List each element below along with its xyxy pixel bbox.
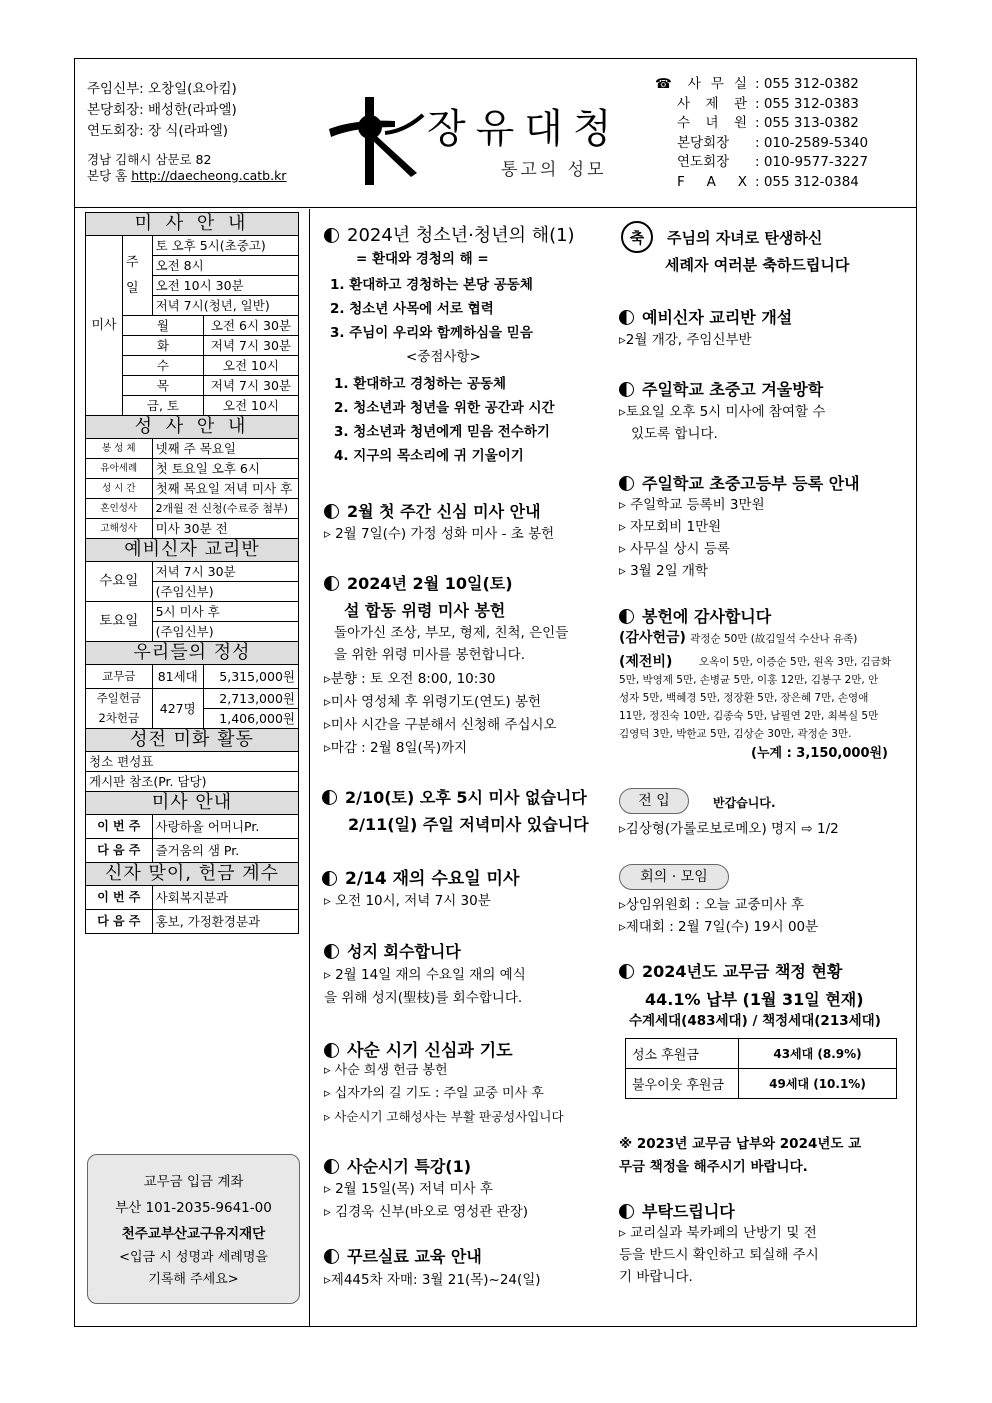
contact-row: ☎ 사 무 실 : 055 312-0382: [655, 76, 859, 92]
offering-label: 2차헌금: [86, 709, 153, 729]
section-title: 2/10(토) 오후 5시 미사 없습니다: [322, 785, 587, 808]
sunday-time: 오전 8시: [152, 256, 298, 276]
congrats-line: 세례자 여러분 축하드립니다: [665, 256, 850, 274]
sacrament-name: 유아세례: [86, 459, 153, 479]
section-title: 꾸르실료 교육 안내: [324, 1244, 482, 1267]
offering-title: 우리들의 정성: [86, 642, 299, 665]
week-label: 다 음 주: [86, 910, 153, 934]
contact-row: 수 녀 원 : 055 313-0382: [677, 115, 859, 131]
half-circle-icon: [324, 576, 339, 591]
line: ▹ 자모회비 1만원: [619, 519, 722, 535]
account-box: [87, 1154, 300, 1304]
yeondo-chair: 연도회장: 장 식(라파엘): [87, 123, 229, 139]
half-circle-icon: [322, 790, 337, 805]
half-circle-icon: [619, 1204, 634, 1219]
parish-logo-title: [325, 97, 655, 187]
weekday-time: 저녁 7시 30분: [203, 376, 298, 396]
line: ▹ 2월 15일(목) 저녁 미사 후: [324, 1181, 493, 1197]
line: ▹분향 : 토 오전 8:00, 10:30: [324, 671, 496, 687]
line: ▹토요일 오후 5시 미사에 참여할 수: [619, 404, 826, 420]
contact-row: 본당회장 : 010-2589-5340: [677, 134, 869, 151]
catechism-title: 예비신자 교리반: [86, 539, 299, 562]
sacrament-time: 첫 토요일 오후 6시: [152, 459, 298, 479]
contact-row: 사 제 관 : 055 312-0383: [677, 95, 859, 112]
account-number: 부산 101-2035-9641-00: [115, 1200, 272, 1216]
half-circle-icon: [324, 1249, 339, 1264]
contact-row: F A X : 055 312-0384: [677, 173, 859, 190]
transfer-pill: 전 입: [619, 788, 689, 814]
congrats-line: 주님의 자녀로 탄생하신: [667, 229, 823, 247]
line: 등을 반드시 확인하고 퇴실해 주시: [619, 1247, 819, 1263]
mass-schedule-table: [85, 212, 299, 934]
sunday-time: 오전 10시 30분: [152, 276, 298, 296]
week-label: 이 번 주: [86, 886, 153, 910]
parish-subtitle: 통고의 성모: [501, 160, 607, 180]
line: 2. 청소년과 청년을 위한 공간과 시간: [334, 400, 555, 416]
header: [75, 59, 916, 208]
greeting-value: 홍보, 가정환경분과: [152, 910, 298, 934]
catechism-time: 5시 미사 후: [152, 602, 298, 622]
contacts: [655, 75, 868, 192]
weekday-time: 오전 10시: [203, 396, 298, 416]
catechism-teacher: (주임신부): [152, 582, 298, 602]
bulletin-frame: [74, 58, 917, 1327]
total: (누계 : 3,150,000원): [751, 746, 889, 761]
half-circle-icon: [324, 944, 339, 959]
section-title: 2024년 청소년·청년의 해(1): [324, 221, 575, 247]
line: ▹제445차 자매: 3월 21(목)~24(일): [324, 1272, 541, 1288]
line: ▹상임위원회 : 오늘 교중미사 후: [619, 897, 804, 913]
sunday-time: 저녁 7시(청년, 일반): [152, 296, 298, 316]
weekday-time: 저녁 7시 30분: [203, 336, 298, 356]
line: ▹2월 개강, 주임신부반: [619, 332, 752, 348]
line: 오옥이 5만, 이증순 5만, 원옥 3만, 김금화: [699, 656, 892, 668]
section-title: 사순 시기 신심과 기도: [324, 1036, 513, 1061]
section-title: 사순시기 특강(1): [324, 1154, 471, 1177]
line: 김영덕 3만, 박한교 5만, 김상순 30만, 곽정순 3만.: [619, 728, 852, 740]
sacrament-time: 첫째 목요일 저녁 미사 후: [152, 479, 298, 499]
note: ※ 2023년 교무금 납부와 2024년도 교: [619, 1136, 862, 1152]
half-circle-icon: [324, 504, 339, 519]
half-circle-icon: [324, 1043, 339, 1058]
line: 있도록 합니다.: [631, 426, 718, 442]
mass-guide-value: 사랑하올 어머니Pr.: [152, 815, 298, 839]
half-circle-icon: [619, 382, 634, 397]
line: ▹미사 시간을 구분해서 신청해 주십시오: [324, 717, 557, 733]
line: ▹ 사무실 상시 등록: [619, 541, 730, 557]
line: ▹김상형(가롤로보로메오) 명지 ⇨ 1/2: [619, 821, 839, 837]
line: ▹미사 영성체 후 위령기도(연도) 봉헌: [324, 694, 542, 710]
weekday: 월: [123, 316, 204, 336]
offering-amount: 2,713,000원: [203, 689, 298, 709]
line: ▹마감 : 2월 8일(목)까지: [324, 740, 468, 756]
account-note: 기록해 주세요>: [148, 1272, 239, 1287]
account-holder: 천주교부산교구유지재단: [121, 1226, 266, 1242]
line: 돌아가신 조상, 부모, 형제, 친척, 은인들: [334, 625, 569, 641]
cross-logo-icon: [325, 97, 425, 187]
section-title: 봉헌에 감사합니다: [619, 604, 771, 627]
header-staff: [87, 79, 286, 184]
line: = 환대와 경청의 해 =: [356, 251, 489, 267]
line: ▹ 교리실과 북카페의 난방기 및 전: [619, 1225, 817, 1241]
line: ▹ 2월 14일 재의 수요일 재의 예식: [324, 967, 526, 983]
line: 성자 5만, 백혜경 5만, 정장환 5만, 장은혜 7만, 손영애: [619, 692, 869, 704]
greeting-title: 신자 맞이, 헌금 계수: [86, 863, 299, 886]
sacrament-name: 고해성사: [86, 519, 153, 539]
sacrament-time: 2개월 전 신청(수료증 첨부): [152, 499, 298, 519]
line: ▹ 사순시기 고해성사는 부활 판공성사입니다: [324, 1109, 564, 1124]
line: 1. 환대하고 경청하는 본당 공동체: [330, 277, 533, 293]
line: 3. 주님이 우리와 함께하심을 믿음: [330, 325, 533, 341]
half-circle-icon: [619, 476, 634, 491]
line: <중점사항>: [406, 349, 481, 365]
subtitle: 수계세대(483세대) / 책정세대(213세대): [629, 1013, 881, 1029]
line: 기 바랍니다.: [619, 1269, 693, 1285]
mass-schedule-title: 미 사 안 내: [86, 213, 299, 236]
beautify-line: 게시판 참조(Pr. 담당): [86, 772, 299, 792]
section-title: 예비신자 교리반 개설: [619, 305, 792, 328]
weekday-time: 오전 6시 30분: [203, 316, 298, 336]
sacrament-title: 성 사 안 내: [86, 416, 299, 439]
offering-label: 주일헌금: [86, 689, 153, 709]
weekday: 금, 토: [123, 396, 204, 416]
beautify-title: 성전 미화 활동: [86, 729, 299, 752]
line: 1. 환대하고 경청하는 공동체: [334, 376, 507, 392]
homepage: 본당 홈 http://daecheong.catb.kr: [87, 168, 287, 183]
catechism-day: 수요일: [86, 562, 153, 602]
section-title: 주일학교 초중고 겨울방학: [619, 377, 823, 400]
line: ▹ 주일학교 등록비 3만원: [619, 497, 765, 513]
offering-amount: 1,406,000원: [203, 709, 298, 729]
catechism-time: 저녁 7시 30분: [152, 562, 298, 582]
congrats-seal-icon: 축: [621, 221, 653, 253]
sacrament-name: 봉 성 체: [86, 439, 153, 459]
priest: 주임신부: 오창일(요아킴): [87, 81, 237, 97]
line: 5만, 박영제 5만, 손병균 5만, 이홍 12만, 김봉구 2만, 안: [619, 674, 879, 686]
left-column: [75, 209, 310, 1326]
half-circle-icon: [619, 964, 634, 979]
line: ▹ 십자가의 길 기도 : 주일 교중 미사 후: [324, 1086, 544, 1101]
welcome-text: 반갑습니다.: [713, 796, 776, 810]
half-circle-icon: [324, 228, 339, 243]
table-row: 불우이웃 후원금 49세대 (10.1%): [626, 1069, 897, 1099]
week-label: 다 음 주: [86, 839, 153, 863]
middle-column: [310, 209, 615, 1326]
section-title: 성지 회수합니다: [324, 939, 461, 962]
line: 을 위한 위령 미사를 봉헌합니다.: [334, 647, 525, 663]
sacrament-time: 넷째 주 목요일: [152, 439, 298, 459]
line: ▹ 김경욱 신부(바오로 영성관 관장): [324, 1204, 529, 1220]
homepage-link[interactable]: http://daecheong.catb.kr: [131, 168, 287, 183]
account-title: 교무금 입금 계좌: [143, 1174, 244, 1190]
beautify-line: 청소 편성표: [86, 752, 299, 772]
sunday-time: 토 오후 5시(초중고): [152, 236, 298, 256]
line: (제전비): [619, 654, 673, 670]
greeting-value: 사회복지분과: [152, 886, 298, 910]
section-title: 설 합동 위령 미사 봉헌: [344, 601, 506, 620]
parish-chair: 본당회장: 배성한(라파엘): [87, 102, 237, 118]
meeting-pill: 회의 · 모임: [619, 864, 729, 890]
weekday-time: 오전 10시: [203, 356, 298, 376]
line: ▹ 오전 10시, 저녁 7시 30분: [324, 893, 491, 909]
offering-label: 교무금: [86, 665, 153, 689]
subtitle: 44.1% 납부 (1월 31일 현재): [645, 990, 864, 1009]
catechism-teacher: (주임신부): [152, 622, 298, 642]
mass-guide-title: 미사 안내: [86, 792, 299, 815]
right-column: [615, 209, 915, 1326]
half-circle-icon: [324, 1159, 339, 1174]
section-title: 2024년 2월 10일(토): [324, 571, 513, 594]
section-title: 2/14 재의 수요일 미사: [322, 864, 519, 889]
weekday: 수: [123, 356, 204, 376]
weekday: 화: [123, 336, 204, 356]
line: 4. 지구의 목소리에 귀 기울이기: [334, 448, 524, 464]
week-label: 이 번 주: [86, 815, 153, 839]
section-title: 주일학교 초중고등부 등록 안내: [619, 471, 860, 494]
sacrament-name: 성 시 간: [86, 479, 153, 499]
line: 을 위해 성지(聖枝)를 회수합니다.: [324, 990, 523, 1006]
line: ▹ 3월 2일 개학: [619, 563, 708, 579]
contact-row: 연도회장 : 010-9577-3227: [677, 154, 869, 170]
line: (감사헌금) 곽정순 50만 (故김일석 수산나 유족): [619, 630, 858, 646]
weekday: 목: [123, 376, 204, 396]
offering-amount: 5,315,000원: [203, 665, 298, 689]
parish-name: 장유대청: [427, 106, 622, 152]
line: 11만, 정진숙 10만, 김종숙 5만, 남필연 2만, 최복실 5만: [619, 710, 879, 722]
line: ▹ 2월 7일(수) 가정 성화 미사 - 초 봉헌: [324, 526, 555, 542]
sacrament-name: 혼인성사: [86, 499, 153, 519]
table-row: 성소 후원금 43세대 (8.9%): [626, 1039, 897, 1069]
mass-guide-value: 즐거움의 샘 Pr.: [152, 839, 298, 863]
address: 경남 김해시 삼문로 82: [87, 152, 212, 167]
note: 무금 책정을 해주시기 바랍니다.: [619, 1159, 808, 1175]
half-circle-icon: [322, 871, 337, 886]
half-circle-icon: [619, 609, 634, 624]
support-table: [625, 1038, 897, 1099]
line: ▹ 사순 희생 헌금 봉헌: [324, 1063, 448, 1078]
offering-count: 427명: [152, 689, 203, 729]
line: 2. 청소년 사목에 서로 협력: [330, 301, 494, 317]
half-circle-icon: [619, 310, 634, 325]
sacrament-time: 미사 30분 전: [152, 519, 298, 539]
offering-count: 81세대: [152, 665, 203, 689]
section-title: 부탁드립니다: [619, 1199, 735, 1222]
line: 3. 청소년과 청년에게 믿음 전수하기: [334, 424, 550, 440]
account-note: <입금 시 성명과 세례명을: [119, 1250, 268, 1265]
section-title: 2/11(일) 주일 저녁미사 있습니다: [348, 815, 589, 834]
sunday-label: 주일: [123, 236, 153, 316]
mass-label: 미사: [86, 236, 123, 416]
catechism-day: 토요일: [86, 602, 153, 642]
section-title: 2024년도 교무금 책정 현황: [619, 959, 842, 982]
section-title: 2월 첫 주간 신심 미사 안내: [324, 499, 541, 522]
line: ▹제대회 : 2월 7일(수) 19시 00분: [619, 919, 819, 935]
